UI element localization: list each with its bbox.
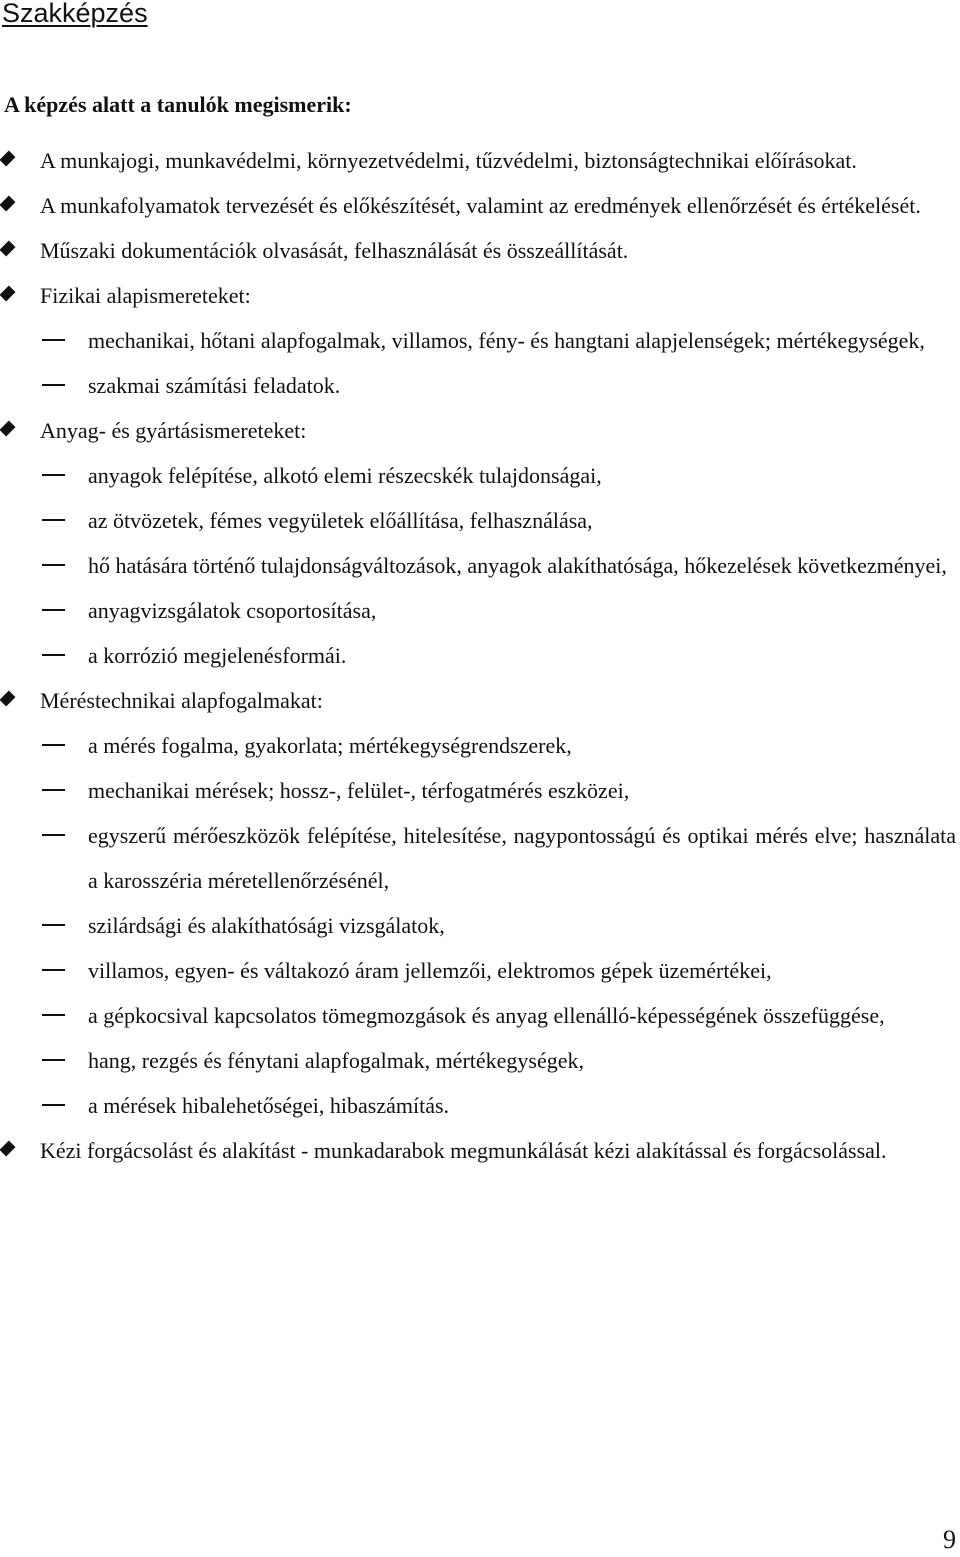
diamond-bullet-icon [0,286,15,302]
list-item [0,273,960,408]
sub-list [40,453,956,678]
list-item-text: Méréstechnikai alapfogalmakat: [40,688,323,713]
sub-list-item-text: a mérések hibalehetőségei, hibaszámítás. [88,1093,450,1118]
sub-list [40,318,956,408]
sub-list-item-text: hő hatására történő tulajdonságváltozások, anyagok alakíthatósága, hőkezelések következményei, [88,553,947,578]
dash-bullet-icon [42,834,65,836]
sub-list-item [40,498,956,543]
sub-list-item [40,768,956,813]
sub-list-item-text: anyagvizsgálatok csoportosítása, [88,598,377,623]
list-item-text: Műszaki dokumentációk olvasását, felhasználását és összeállítását. [40,238,629,263]
sub-list-item-text: a mérés fogalma, gyakorlata; mértékegységrendszerek, [88,733,572,758]
dash-bullet-icon [42,564,65,566]
sub-list-item [40,1038,956,1083]
diamond-bullet-icon [0,1141,15,1157]
intro-text: A képzés alatt a tanulók megismerik: [4,92,352,117]
dash-bullet-icon [42,339,65,341]
bullet-list [0,138,960,1173]
sub-list-item [40,588,956,633]
sub-list-item-text: mechanikai mérések; hossz-, felület-, térfogatmérés eszközei, [88,778,630,803]
sub-list-item [40,318,956,363]
sub-list-item-text: egyszerű mérőeszközök felépítése, hitelesítése, nagypontosságú és optikai mérés elve; használata a karosszéria méretellenőrzésénél, [88,823,956,893]
dash-bullet-icon [42,1104,65,1106]
dash-bullet-icon [42,789,65,791]
dash-bullet-icon [42,969,65,971]
sub-list-item [40,948,956,993]
sub-list-item-text: a korrózió megjelenésformái. [88,643,347,668]
dash-bullet-icon [42,1059,65,1061]
diamond-bullet-icon [0,241,15,257]
diamond-bullet-icon [0,196,15,212]
list-item [0,183,960,228]
sub-list-item [40,1083,956,1128]
dash-bullet-icon [42,654,65,656]
sub-list-item [40,903,956,948]
sub-list-item-text: villamos, egyen- és váltakozó áram jellemzői, elektromos gépek üzemértékei, [88,958,772,983]
list-item [0,1128,960,1173]
list-item [0,408,960,678]
list-item-text: Anyag- és gyártásismereteket: [40,418,307,443]
sub-list-item [40,543,956,588]
list-item-text: Fizikai alapismereteket: [40,283,251,308]
diamond-bullet-icon [0,151,15,167]
sub-list-item-text: hang, rezgés és fénytani alapfogalmak, mértékegységek, [88,1048,585,1073]
dash-bullet-icon [42,924,65,926]
dash-bullet-icon [42,519,65,521]
dash-bullet-icon [42,1014,65,1016]
sub-list-item-text: anyagok felépítése, alkotó elemi részecskék tulajdonságai, [88,463,602,488]
sub-list-item [40,723,956,768]
sub-list-item-text: az ötvözetek, fémes vegyületek előállítása, felhasználása, [88,508,593,533]
sub-list-item [40,993,956,1038]
sub-list-item-text: szilárdsági és alakíthatósági vizsgálatok, [88,913,445,938]
dash-bullet-icon [42,474,65,476]
page-number: 9 [943,1525,956,1554]
dash-bullet-icon [42,384,65,386]
sub-list [40,723,956,1128]
sub-list-item-text: szakmai számítási feladatok. [88,373,341,398]
list-item-text: A munkajogi, munkavédelmi, környezetvédelmi, tűzvédelmi, biztonságtechnikai előírásokat. [40,148,857,173]
list-item [0,228,960,273]
dash-bullet-icon [42,609,65,611]
list-item [0,138,960,183]
sub-list-item [40,633,956,678]
dash-bullet-icon [42,744,65,746]
page-title: Szakképzés [2,0,148,28]
diamond-bullet-icon [0,421,15,437]
sub-list-item-text: mechanikai, hőtani alapfogalmak, villamos, fény- és hangtani alapjelenségek; mértékegységek, [88,328,925,353]
list-item [0,678,960,1128]
sub-list-item-text: a gépkocsival kapcsolatos tömegmozgások és anyag ellenálló-képességének összefüggése, [88,1003,885,1028]
list-item-text: A munkafolyamatok tervezését és előkészítését, valamint az eredmények ellenőrzését és értékelését. [40,193,921,218]
sub-list-item [40,453,956,498]
diamond-bullet-icon [0,691,15,707]
sub-list-item [40,813,956,903]
list-item-text: Kézi forgácsolást és alakítást - munkadarabok megmunkálását kézi alakítással és forgácsolással. [40,1138,887,1163]
sub-list-item [40,363,956,408]
